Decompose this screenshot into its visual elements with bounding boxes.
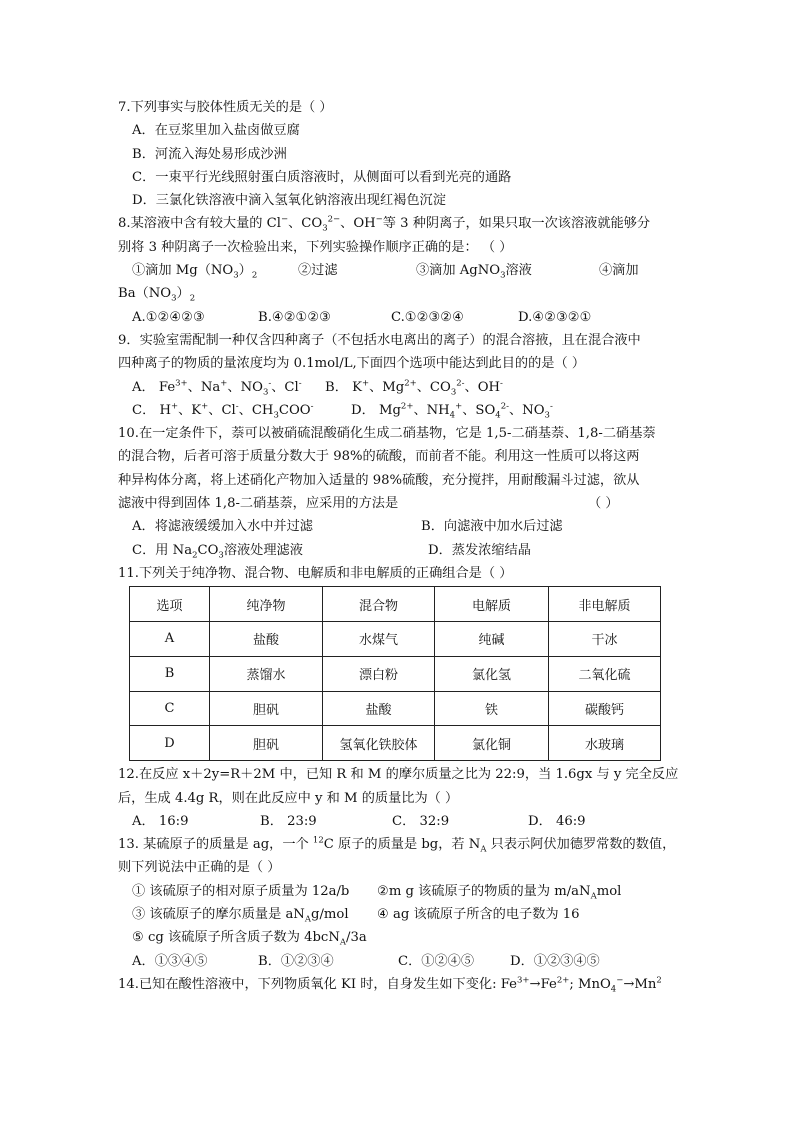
q7-option-d: D．三氯化铁溶液中滴入氢氧化钠溶液出现红褐色沉淀 <box>132 193 446 209</box>
q8-op1: ①滴加 $Mg(NO_3)_2$ <box>132 263 258 281</box>
q7-option-b: B．河流入海处易形成沙洲 <box>132 146 287 162</box>
table-header-cell: 非电解质 <box>549 587 661 622</box>
table-cell: 氢氧化铁胶体 <box>323 726 435 761</box>
q8-op4: ④滴加 <box>599 263 639 279</box>
q9-options-cd <box>118 399 678 422</box>
table-cell: 氯化氢 <box>435 656 549 691</box>
q13-option-c: C．①②④⑤ <box>398 953 475 969</box>
q8-stem-line1: 8.某溶液中含有较大量的 Cl−、$CO_3^{2-}$、OH−等 3 种阴离子，如果只取一次该溶液就能够分 <box>118 215 651 235</box>
table-row <box>130 726 661 761</box>
table-cell: 蒸馏水 <box>210 656 323 691</box>
q11-stem: 11.下列关于纯净物、混合物、电解质和非电解质的正确组合是（ ） <box>118 565 513 581</box>
table-header-cell: 纯净物 <box>210 587 323 622</box>
table-cell: 盐酸 <box>210 622 323 657</box>
q8-op3: ③滴加 AgNO$_3$溶液 <box>416 263 532 281</box>
q8-option-c: C.①②③②④ <box>391 309 464 325</box>
table-row <box>130 622 661 657</box>
q13-stem-line1: 13. 某硫原子的质量是 ag，一个 $^{12}$C 原子的质量是 bg，若 $N_A$ 只表示阿伏加德罗常数的数值， <box>118 835 676 855</box>
q10-option-a: A．将滤液缓缓加入水中并过滤 <box>132 519 313 535</box>
q7-option-c: C．一束平行光线照射蛋白质溶液时，从侧面可以看到光亮的通路 <box>132 169 512 185</box>
table-cell: 碳酸钙 <box>549 691 661 726</box>
table-cell: 二氧化硫 <box>549 656 661 691</box>
q13-options <box>118 950 678 973</box>
exam-page <box>118 96 678 996</box>
q10-stem-line3: 种异构体分离，将上述硝化产物加入适量的 98%硫酸，充分搅拌，用耐酸漏斗过滤，欲从 <box>118 472 640 488</box>
q8-options <box>118 306 678 329</box>
table-header-cell: 选项 <box>130 587 210 622</box>
q9-option-a: A． $Fe^{3+}$、Na+、$NO_3^-$、Cl- <box>132 378 302 398</box>
q10-options-cd <box>118 539 678 562</box>
q9-stem-line1: 9．实验室需配制一种仅含四种离子（不包括水电离出的离子）的混合溶掖，且在混合液中 <box>118 332 641 348</box>
q11-table <box>129 586 661 761</box>
q12-options <box>118 810 678 833</box>
table-cell: 盐酸 <box>323 691 435 726</box>
q7-option-a: A．在豆浆里加入盐卤做豆腐 <box>132 123 300 139</box>
table-cell: 铁 <box>435 691 549 726</box>
q7-stem: 7.下列事实与胶体性质无关的是（ ） <box>118 100 333 115</box>
table-cell: C <box>130 691 210 726</box>
q8-stem-line2: 别将 3 种阴离子一次检验出来，下列实验操作顺序正确的是： （ ） <box>118 239 513 255</box>
table-cell: 水玻璃 <box>549 726 661 761</box>
table-cell: 漂白粉 <box>323 656 435 691</box>
table-cell: A <box>130 622 210 657</box>
q13-statement-4: ④ ag 该硫原子所含的电子数为 16 <box>377 907 580 922</box>
q9-option-d: D． $Mg^{2+}$、$NH_4^+$、$SO_4^{2-}$、$NO_3^-$ <box>351 401 553 421</box>
table-cell: 纯碱 <box>435 622 549 657</box>
table-cell: 干冰 <box>549 622 661 657</box>
q12-stem-line2: 后，生成 4.4g R，则在此反应中 y 和 M 的质量比为（ ） <box>118 790 459 806</box>
table-cell: 氯化铜 <box>435 726 549 761</box>
q8-option-a: A.①②④②③ <box>132 309 205 325</box>
q12-stem-line1: 12.在反应 x＋2y=R＋2M 中，已知 R 和 M 的摩尔质量之比为 22:9，当 1.6gx 与 y 完全反应 <box>118 767 678 783</box>
q13-statement-3: ③ 该硫原子的摩尔质量是 $aN_Ag$/mol <box>132 907 349 925</box>
q10-option-b: B．向滤液中加水后过滤 <box>421 519 563 535</box>
q8-op4-cont: $Ba(NO_3)_2$ <box>118 286 196 305</box>
table-header-cell: 电解质 <box>435 587 549 622</box>
q9-stem-line2: 四种离子的物质的量浓度均为 0.1mol/L,下面四个选项中能达到此目的的是（ ） <box>118 356 586 372</box>
q9-options-ab <box>118 376 678 399</box>
table-row <box>130 691 661 726</box>
table-cell: B <box>130 656 210 691</box>
q8-operations <box>118 259 678 282</box>
q8-option-d: D.④②③②① <box>518 309 592 325</box>
q13-option-b: B．①②③④ <box>258 953 334 969</box>
q10-answer-blank: （ ） <box>588 496 619 512</box>
table-cell: 胆矾 <box>210 691 323 726</box>
q13-statement-5: ⑤ cg 该硫原子所含质子数为 4bcN$_A$/3a <box>132 930 367 948</box>
q9-option-c: C． H+、K+、Cl-、$CH_3COO^-$ <box>132 401 314 421</box>
q13-statements-34 <box>118 903 678 926</box>
q10-stem-line1: 10.在一定条件下，萘可以被硝硫混酸硝化生成二硝基物，它是 1,5-二硝基萘、1,8-二硝基萘 <box>118 426 656 442</box>
q13-statement-2: ②m g 该硫原子的物质的量为 $m/aN_Amol$ <box>377 883 622 902</box>
q8-op2: ②过滤 <box>298 263 338 279</box>
q12-option-a: A． 16:9 <box>132 813 189 829</box>
q13-statements-12 <box>118 880 678 903</box>
q12-option-d: D． 46:9 <box>528 813 586 829</box>
table-cell: D <box>130 726 210 761</box>
table-header-cell: 混合物 <box>323 587 435 622</box>
table-cell: 水煤气 <box>323 622 435 657</box>
table-cell: 胆矾 <box>210 726 323 761</box>
q13-stem-line2: 则下列说法中正确的是（ ） <box>118 860 281 876</box>
q10-option-d: D．蒸发浓缩结晶 <box>428 542 531 558</box>
q13-option-a: A．①③④⑤ <box>132 953 208 969</box>
q10-stem-line4: 滤液中得到固体 1,8-二硝基萘，应采用的方法是 （ ） <box>118 492 678 515</box>
q13-statement-1: ① 该硫原子的相对原子质量为 12a/b <box>132 883 350 899</box>
q12-option-c: C． 32:9 <box>392 813 450 829</box>
q10-stem-line2: 的混合物，后者可溶于质量分数大于 98%的硫酸，而前者不能。利用这一性质可以将这两 <box>118 449 640 465</box>
q8-option-b: B.④②①②③ <box>258 309 331 325</box>
table-header-row <box>130 587 661 622</box>
q10-option-c: C．用 $Na_2CO_3$溶液处理滤液 <box>132 542 303 561</box>
q13-option-d: D．①②③④⑤ <box>510 953 600 969</box>
table-row <box>130 656 661 691</box>
q12-option-b: B． 23:9 <box>260 813 317 829</box>
q10-options-ab <box>118 515 678 538</box>
q14-stem-line1: 14.已知在酸性溶液中，下列物质氧化 KI 时，自身发生如下变化: $Fe^{3+}\to Fe^{2+}$; $MnO_4^-\to Mn^2$ <box>118 975 662 995</box>
q9-option-b: B． K+、$Mg^{2+}$、$CO_3^{2-}$、OH- <box>325 378 503 398</box>
